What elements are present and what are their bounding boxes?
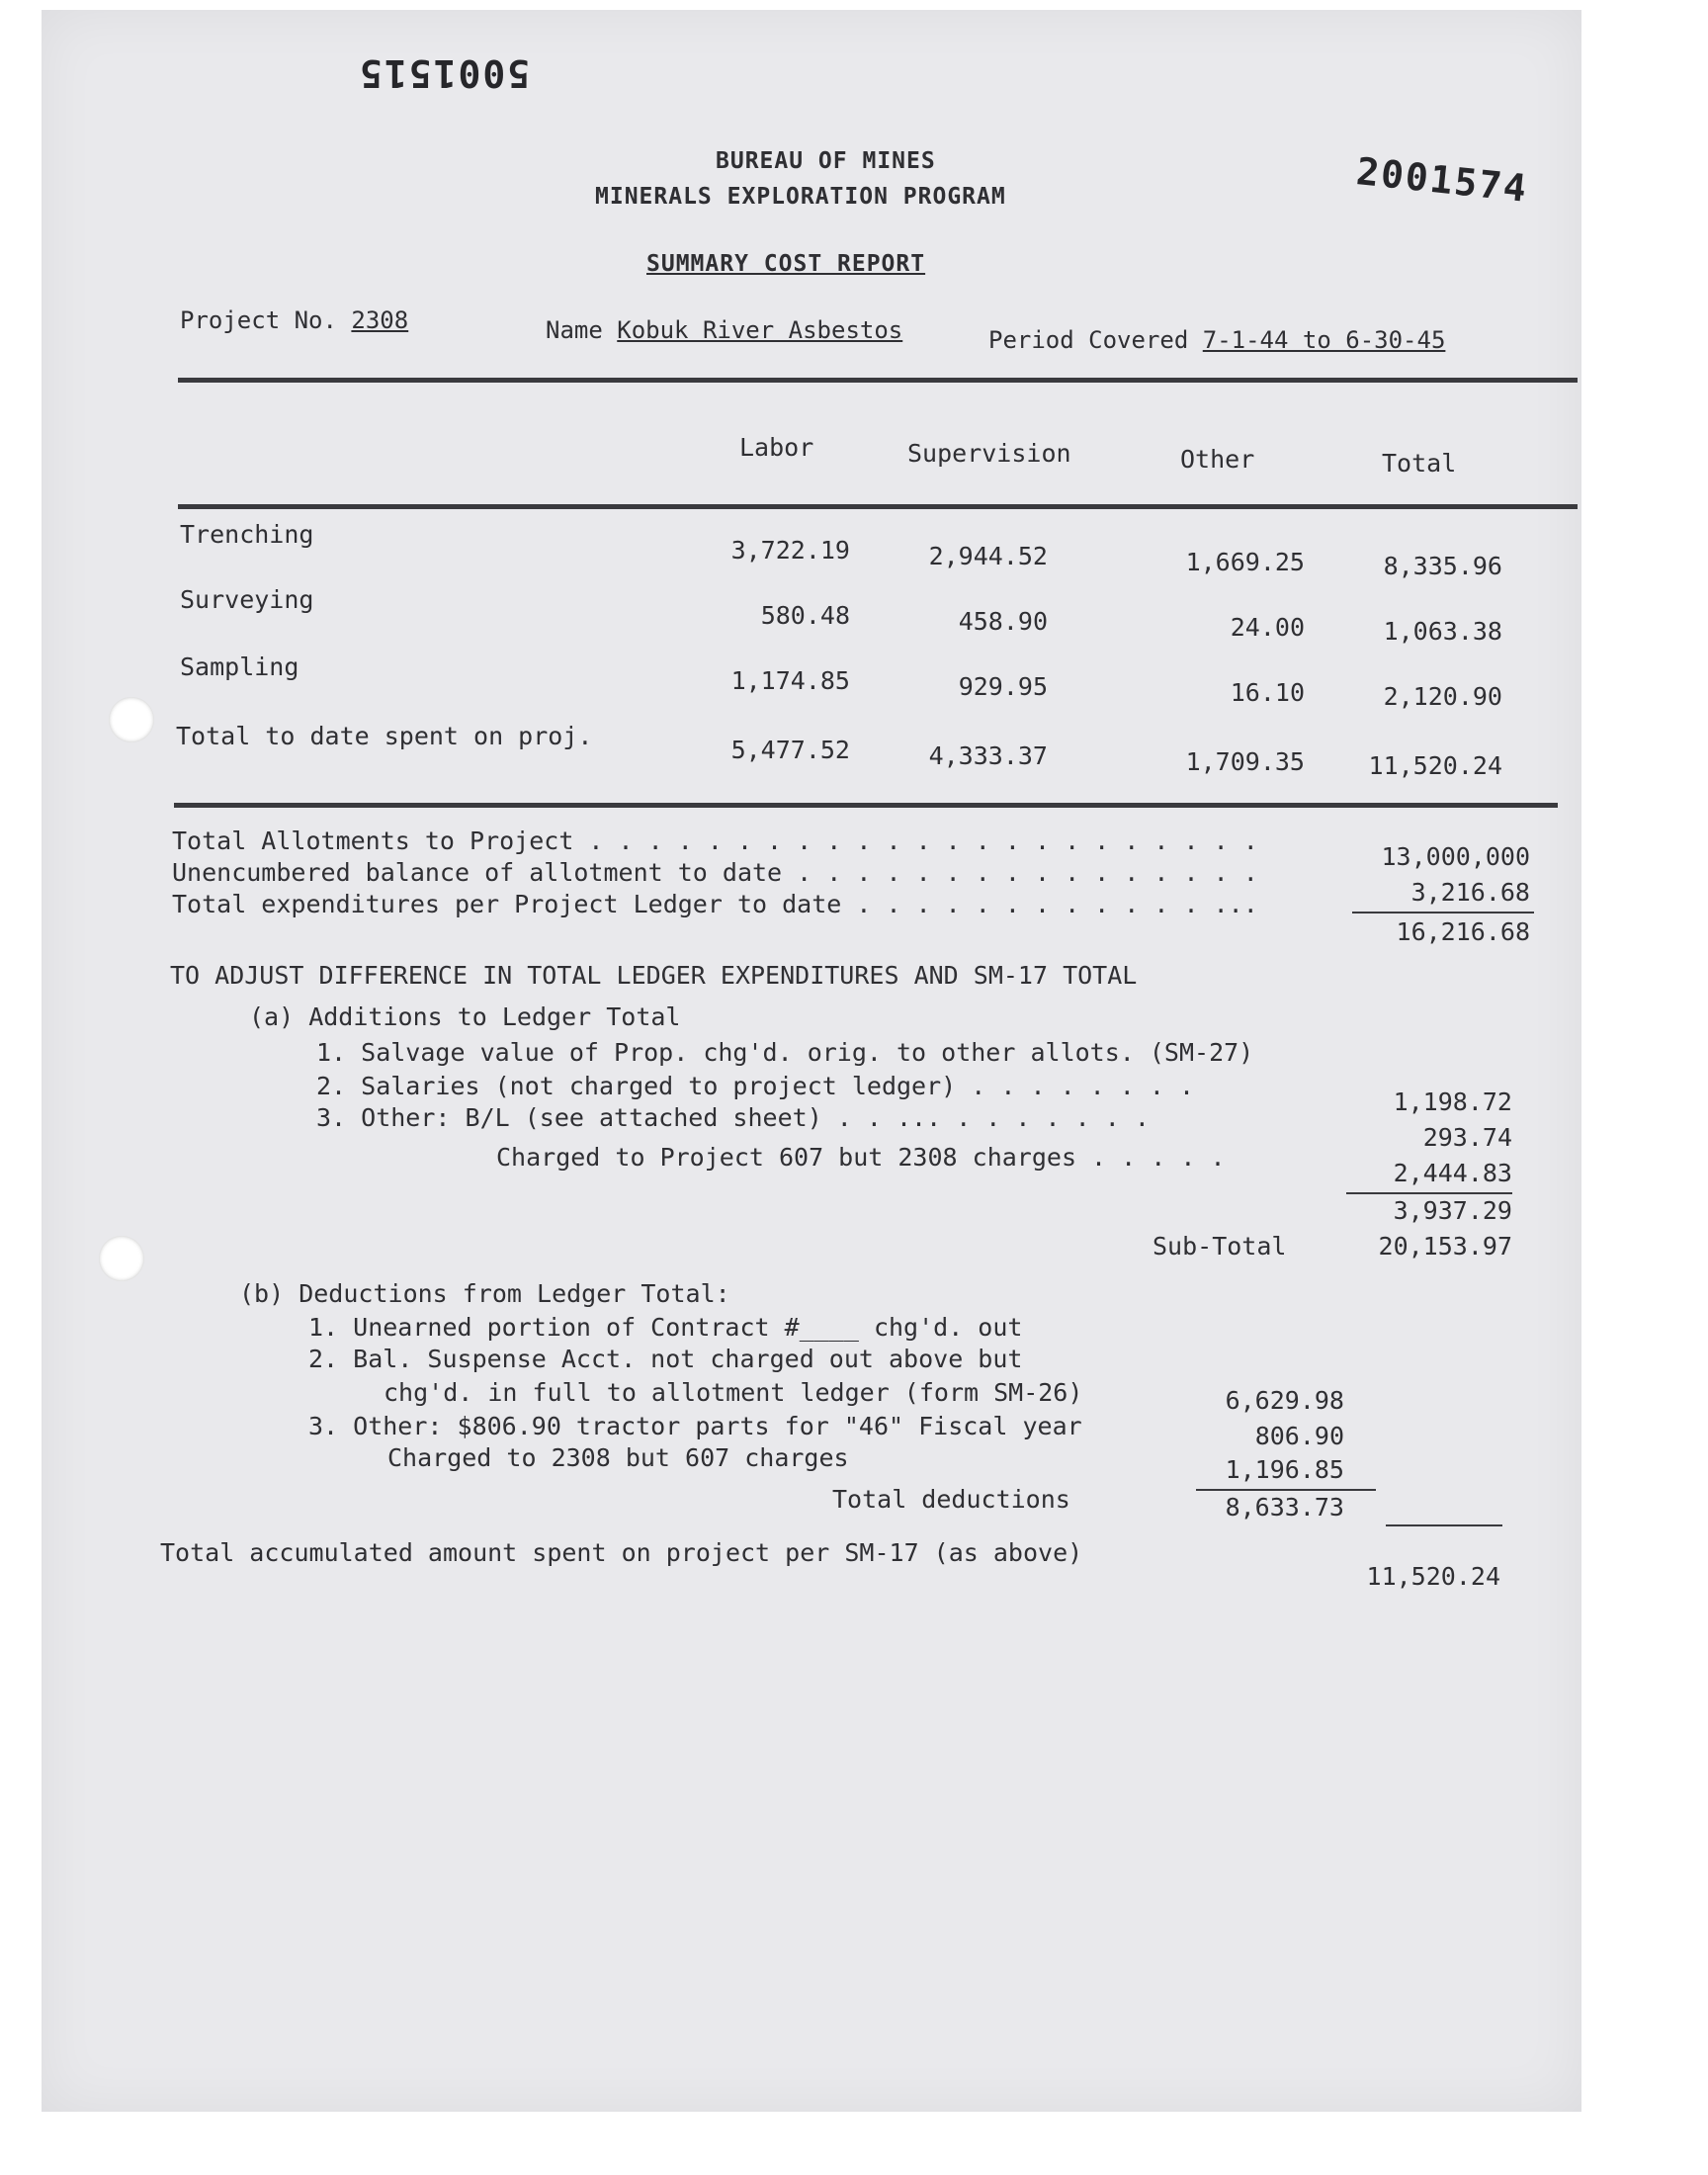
subtotal-label: Sub-Total [1153,1232,1287,1261]
deduction-item-2: 2. Bal. Suspense Acct. not charged out above but [308,1345,1023,1373]
project-no: 2308 [351,306,409,334]
deductions-heading: (b) Deductions from Ledger Total: [239,1279,730,1308]
cell-labor: 5,477.52 [730,736,850,764]
additions-total: 3,937.29 [1393,1196,1512,1225]
final-total-value: 11,520.24 [1366,1562,1500,1591]
document-page [42,10,1581,2112]
underline [1196,1489,1376,1491]
column-header-supervision: Supervision [907,439,1071,468]
additions-heading: (a) Additions to Ledger Total [249,1002,681,1031]
name-label: Name [546,316,603,344]
deduction-item-2b: chg'd. in full to allotment ledger (form SM-26) [384,1378,1083,1407]
project-no-label: Project No. [180,306,337,334]
deduction-item-3: 3. Other: $806.90 tractor parts for "46" Fiscal year [308,1412,1082,1440]
column-header-total: Total [1382,449,1457,478]
addition-item-1: 1. Salvage value of Prop. chg'd. orig. to other allots. (SM-27) [316,1038,1254,1067]
total-deductions-label: Total deductions [832,1485,1070,1514]
deduction-item-3b-value: 1,196.85 [1225,1455,1344,1484]
report-title: SUMMARY COST REPORT [646,251,926,277]
cell-labor: 580.48 [760,601,850,630]
project-name-line [546,316,902,344]
period-covered: 7-1-44 to 6-30-45 [1202,326,1446,354]
subtotal-value: 20,153.97 [1378,1232,1512,1261]
unencumbered-label: Unencumbered balance of allotment to date . . . . . . . . . . . . . . . . [172,858,1258,887]
unencumbered-value: 3,216.68 [1410,878,1530,907]
adjust-heading: TO ADJUST DIFFERENCE IN TOTAL LEDGER EXPENDITURES AND SM-17 TOTAL [170,961,1138,990]
table-top-rule [178,378,1578,383]
period-label: Period Covered [988,326,1189,354]
table-bottom-rule [174,803,1558,808]
addition-item-2: 2. Salaries (not charged to project ledger) . . . . . . . . [316,1072,1195,1100]
row-label: Sampling [180,652,299,681]
table-header-rule [178,504,1578,509]
total-allotments-label: Total Allotments to Project . . . . . . . . . . . . . . . . . . . . . . . [172,826,1258,855]
addition-item-3-value: 293.74 [1422,1123,1512,1152]
deduction-item-3b: Charged to 2308 but 607 charges [387,1443,849,1472]
row-label: Surveying [180,585,314,614]
cell-other: 16.10 [1230,678,1305,707]
total-allotments-value: 13,000,000 [1381,842,1530,871]
cell-other: 1,709.35 [1185,747,1305,776]
expenditures-value: 16,216.68 [1396,917,1530,946]
cell-supervision: 458.90 [958,607,1048,636]
punch-hole [109,697,154,742]
deduction-item-1: 1. Unearned portion of Contract #____ chg'd. out [308,1313,1023,1342]
addition-item-2-value: 1,198.72 [1393,1088,1512,1116]
cell-other: 24.00 [1230,613,1305,642]
period-line [988,326,1445,354]
row-label: Total to date spent on proj. [176,722,593,750]
total-deductions-value: 8,633.73 [1225,1493,1344,1522]
stamp-number-left: 5001515 [358,51,531,95]
cell-supervision: 2,944.52 [928,542,1048,570]
cell-total: 8,335.96 [1383,552,1502,580]
program-heading: MINERALS EXPLORATION PROGRAM [595,184,1006,210]
row-label: Trenching [180,520,314,549]
addition-item-3b: Charged to Project 607 but 2308 charges . . . . . [496,1143,1226,1172]
deduction-item-2-value: 6,629.98 [1225,1386,1344,1415]
cell-other: 1,669.25 [1185,548,1305,576]
bureau-heading: BUREAU OF MINES [716,148,936,174]
project-name: Kobuk River Asbestos [617,316,903,344]
cell-labor: 1,174.85 [730,666,850,695]
final-total-label: Total accumulated amount spent on project per SM-17 (as above) [160,1538,1083,1567]
cell-total: 11,520.24 [1368,751,1502,780]
addition-item-3: 3. Other: B/L (see attached sheet) . . ... . . . . . . . [316,1103,1150,1132]
underline [1352,912,1534,914]
stamp-number-right: 2001574 [1354,149,1530,211]
cell-labor: 3,722.19 [730,536,850,565]
project-line [180,306,408,334]
cell-total: 1,063.38 [1383,617,1502,646]
column-header-labor: Labor [739,433,814,462]
underline [1346,1192,1512,1194]
cell-supervision: 929.95 [958,672,1048,701]
deduction-item-3-value: 806.90 [1254,1422,1344,1450]
column-header-other: Other [1180,445,1255,474]
cell-supervision: 4,333.37 [928,741,1048,770]
expenditures-label: Total expenditures per Project Ledger to date . . . . . . . . . . . . ... [172,890,1258,918]
punch-hole [99,1236,144,1281]
blank-line [1386,1524,1502,1526]
addition-item-3b-value: 2,444.83 [1393,1159,1512,1187]
cell-total: 2,120.90 [1383,682,1502,711]
